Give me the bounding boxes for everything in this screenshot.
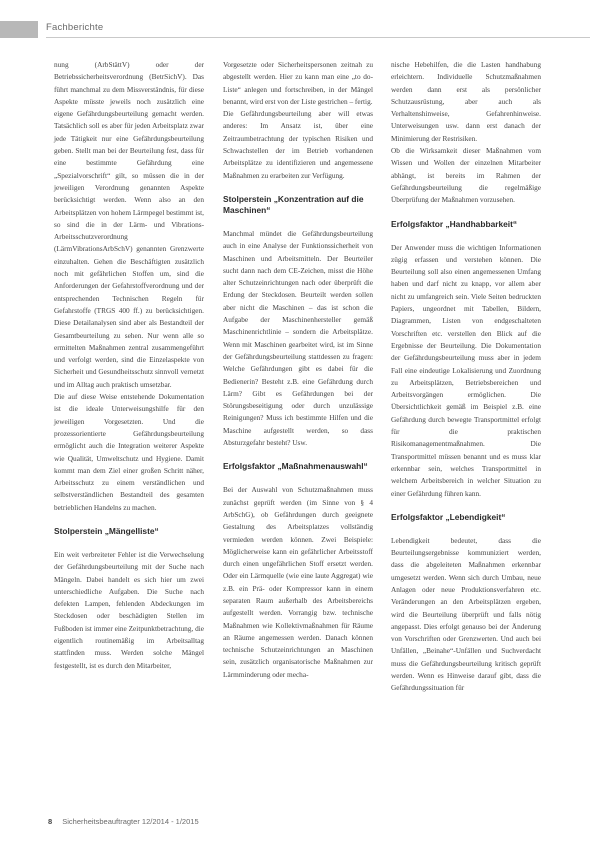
paragraph: Bei der Auswahl von Schutzmaßnahmen muss zunächst geprüft werden (im Sinne von § 4 ArbSchG), ob Gefährdungen durch geeignete Gestaltung des Arbeitsplatzes vollständig vermieden werden können. Zwei Beispiele: Möglicherweise kann ein gefährlicher Arbeitsstoff durch einen ungefährlichen Stoff ersetzt werden. Oder ein Lärmquelle (wie eine laute Aggregat) wie z.B. ein Prä- oder Kompressor kann in einem separaten Raum außerhalb des Arbeitsbereichs aufgestellt werden. Vorrangig bzw. technische Maßnahmen wie Kollektivmaßnahmen für Räume an Räume angemessen werden. Danach können technische Schutzeinrichtungen an Maschinen sein, zusätzlich organisatorische Maßnahmen zur Lärmminderung oder mecha-: [223, 485, 373, 679]
page-header: [0, 21, 590, 38]
paragraph: Manchmal mündet die Gefährdungsbeurteilung auch in eine Analyse der Funktionssicherheit von Maschinen und Arbeitsmitteln. Der Beurteiler sucht dann nach dem CE-Zeichen, misst die Höhe alter Schutzeinrichtungen nach oder überprüft die Erdung der Steckdosen. Beurteilt werden sollen aber nicht die Maschinen – das ist schon die Aufgabe der Maschinenhersteller gemäß Maschinenrichtlinie – sondern die Arbeitsplätze. Wenn mit Maschinen gearbeitet wird, ist im Sinne der Gefährdungsbeurteilung stattdessen zu fragen: Welche Gefährdungen gibt es dabei für die Bedienerin? Besteht z.B. eine Gefährdung durch Lärm? Gibt es Gefährdungen bei der Störungsbeseitigung oder durch unzulässige Reinigungen? Muss ich bestimmte Hilfen und die Maschine aufgestellt werden, so dass Absturzgefahr besteht? Usw.: [223, 228, 373, 448]
header-accent-block: [0, 21, 38, 38]
section-heading: Stolperstein „Konzentration auf die Maschinen“: [223, 193, 364, 215]
section-heading: Erfolgsfaktor „Handhabbarkeit“: [391, 218, 518, 229]
paragraph: nung (ArbStättV) oder der Betriebssicherheitsverordnung (BetrSichV). Das führt manchmal zu dem Missverständnis, für diese Aspekte müsste jeweils noch zusätzlich eine eigene Gefährdungsbeurteilung gemacht werden. Tatsächlich soll es aber für jeden Arbeitsplatz zwar jede Tätigkeit nur eine Gefährdungsbeurteilung geben. Stellt man bei der Beurteilung fest, dass für eine bestimmte Gefährdung eine „Spezialvorschrift“ gilt, so müssen die in der jeweiligen Verordnung genannten Aspekte berücksichtigt werden. Wenn also an den Arbeitsplätzen von hohem Lärmpegel bestimmt ist, so sind die in der Lärm- und Vibrations-Arbeitsschutzverordnung (LärmVibrationsArbSchV) genannten Grenzwerte einzuhalten. Gehen die Beschäftigten zusätzlich noch mit gefährlichen Stoffen um, sind die Anforderungen der Gefahrstoffverordnung und der entsprechenden Technischen Regeln für Gefahrstoffe (TRGS 400 ff.) zu berücksichtigen. Diese Detailanalysen sind aber als Bestandteil der Gesamtbeurteilung zu sehen. Nur wenn alle so ermittelten Maßnahmen zentral zusammengeführt und verfolgt werden, sind die Einzelaspekte von Sicherheit und Gesundheitsschutz sinnvoll vernetzt und im Alltag auch praktisch umsetzbar.: [54, 60, 204, 389]
publication-name: Sicherheitsbeauftragter 12/2014 - 1/2015: [62, 817, 199, 826]
section-heading: Erfolgsfaktor „Maßnahmenauswahl“: [223, 461, 368, 472]
paragraph: Die Gefährdungsbeurteilung aber will etwas anderes: Im Ansatz ist, über eine Zeitraumbetrachtung der typischen Risiken und Schwachstellen der im Betrieb vorhandenen Arbeitsplätze zu identifizieren und angemessene Maßnahmen zu erarbeiten zur Verfügung.: [223, 109, 373, 180]
header-rule: [46, 37, 590, 38]
text-column-3: [391, 59, 541, 695]
paragraph: Der Anwender muss die wichtigen Informationen zügig erfassen und verstehen können. Die Beurteilung soll also einen angemessenen Umfang haben und darf nicht zu knapp, vor allem aber nicht zu umfangreich sein. Viele Seiten bedruckten Papiers, ungeordnet mit Tabellen, Bildern, Diagrammen, Listen von endgeschalteten Vorschriften etc. verstellen den Blick auf die Ergebnisse der Beurteilung. Die Dokumentation der Gefährdungsbeurteilung muss aber in jedem Fall eine eindeutige Lokalisierung und Zuordnung zu Arbeitsplätzen, Betriebsbereichen und Arbeitsvorgängen ermöglichen. Die Übersichtlichkeit gemäß im Beispiel z.B. eine Gefährdung durch bewegte Transportmittel erfolgt für die praktischen Risikomanagementmaßnahmen. Die Transportmittel müssen benannt und es muss klar erkennbar sein, welches Transportmittel in welchem Arbeitsbereich in welcher Situation zu einer Gefährdung führen kann.: [391, 242, 541, 498]
paragraph: Lebendigkeit bedeutet, dass die Beurteilungsergebnisse kommuniziert werden, dass die abgeleiteten Maßnahmen erkennbar umgesetzt werden. Wenn sich durch Umbau, neue Anlagen oder neue Produktionsverfahren etc. Veränderungen an den Arbeitsplätzen ergeben, wird die Beurteilung überprüft und falls nötig angepasst. Dies erfolgt genauso bei der Änderung von Vorschriften oder Grenzwerten. Und auch bei Unfällen, „Beinahe“-Unfällen und Suchverdacht muss die Gefährdungsbeurteilung kritisch geprüft werden. Wenn es Hinweise darauf gibt, dass die Gefährdungssituation für: [391, 535, 541, 693]
paragraph: Vorgesetzte oder Sicherheitspersonen zeitnah zu abgestellt werden. Hier zu kann man eine „to do-Liste“ anlegen und fortschreiben, in der Mängel benannt, wird erst von der Liste gestrichen – fertig.: [223, 60, 373, 106]
text-column-2: [223, 59, 373, 681]
paragraph: Ein weit verbreiteter Fehler ist die Verwechselung der Gefährdungsbeurteilung mit der Suche nach Mängeln. Dabei handelt es sich hier um zwei unterschiedliche Aufgaben. Die Suche nach defekten Lampen, fehlenden Abdeckungen im Steckdosen oder beschädigten Stellen im Fußboden ist immer eine Zeitpunktbetrachtung, die eigentlich routinemäßig im Arbeitsalltag stattfinden muss. Werden solche Mängel festgestellt, ist es durch den Mitarbeiter,: [54, 549, 204, 670]
section-heading: Erfolgsfaktor „Lebendigkeit“: [391, 511, 506, 522]
section-heading: Stolperstein „Mängelliste“: [54, 525, 159, 536]
text-column-1: [54, 59, 204, 672]
paragraph: Ob die Wirksamkeit dieser Maßnahmen vom Wissen und Wollen der einzelnen Mitarbeiter abhängt, ist bereits im Rahmen der Gefährdungsbeurteilung die regelmäßige Überprüfung der Maßnahmen vorzusehen.: [391, 146, 541, 205]
paragraph: Die auf diese Weise entstehende Dokumentation ist die ideale Unterweisungshilfe für den jeweiligen Vorgesetzten. Und die prozessorientierte Gefährdungsbeurteilung ermöglicht auch die Integration weiterer Aspekte wie Qualität, Umweltschutz und Hygiene. Damit kommt man dem Ziel einer großen Schritt näher, Arbeitsschutz zu einem verständlichen und selbstverständlichen Bestandteil des gesamten betrieblichen Handelns zu machen.: [54, 392, 204, 512]
section-label: Fachberichte: [46, 22, 104, 33]
paragraph: nische Hebehilfen, die die Lasten handhabung erleichtern. Individuelle Schutzmaßnahmen werden dann erst als persönlicher Schutzausrüstung, aber auch als Verhaltenshinweise, Gefahrenhinweise. Unterweisungen usw. dann erst danach der Minimierung der Restrisiken.: [391, 60, 541, 143]
page-number: 8: [48, 817, 53, 826]
page-footer: [48, 817, 199, 826]
